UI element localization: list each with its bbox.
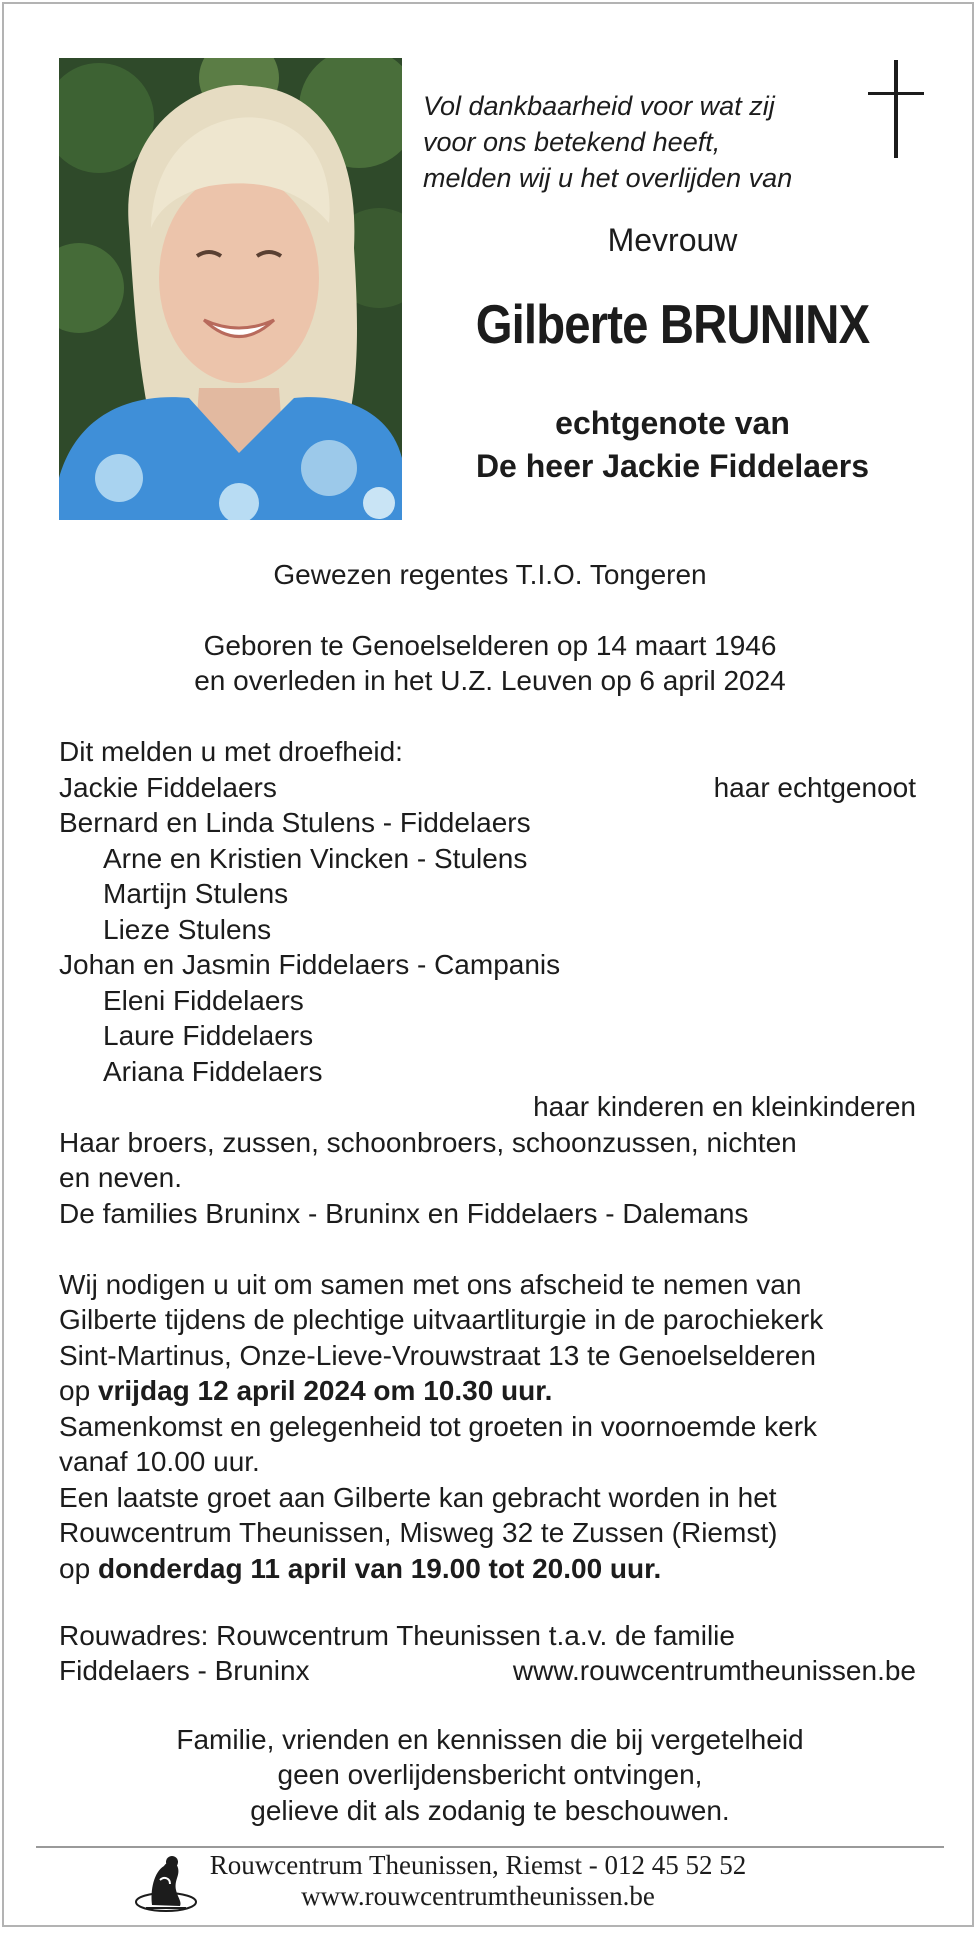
address-line: Rouwadres: Rouwcentrum Theunissen t.a.v. de familie [59, 1620, 735, 1651]
children-role: haar kinderen en kleinkinderen [533, 1091, 916, 1122]
praying-figure-logo-icon [134, 1850, 198, 1912]
mourner-husband: Jackie Fiddelaers [59, 772, 277, 803]
ceremony-date-line [59, 1373, 552, 1409]
intro-line: Vol dankbaarheid voor wat zij [423, 91, 775, 121]
spouse-name: De heer Jackie Fiddelaers [475, 448, 870, 484]
mourner-grandchild: Martijn Stulens [103, 878, 289, 909]
address-line: Fiddelaers - Bruninx [59, 1655, 310, 1686]
footer-website[interactable]: www.rouwcentrumtheunissen.be [301, 1881, 655, 1911]
footer-text [196, 1850, 760, 1912]
ceremony-line: Wij nodigen u uit om samen met ons afscheid te nemen van [59, 1269, 802, 1300]
closing-line: geen overlijdensbericht ontvingen, [277, 1759, 703, 1790]
cross-icon [868, 60, 924, 160]
death-line: en overleden in het U.Z. Leuven op 6 april 2024 [194, 665, 786, 696]
visitation-date: donderdag 11 april van 19.00 tot 20.00 uur. [97, 1553, 662, 1584]
ceremony-date: vrijdag 12 april 2024 om 10.30 uur. [97, 1375, 553, 1406]
honorific: Mevrouw [607, 222, 738, 258]
intro-text [423, 88, 792, 196]
funeral-home-website[interactable]: www.rouwcentrumtheunissen.be [512, 1655, 916, 1686]
mourner-grandchild: Arne en Kristien Vincken - Stulens [103, 843, 528, 874]
visitation-date-prefix: op [59, 1553, 91, 1584]
mourner-grandchild: Ariana Fiddelaers [103, 1056, 323, 1087]
husband-role: haar echtgenoot [713, 772, 916, 803]
mourner-child: Johan en Jasmin Fiddelaers - Campanis [59, 949, 561, 980]
mourners-intro: Dit melden u met droefheid: [59, 736, 403, 767]
intro-line: melden wij u het overlijden van [423, 163, 793, 193]
birth-line: Geboren te Genoelselderen op 14 maart 1946 [203, 630, 777, 661]
relatives-line: Haar broers, zussen, schoonbroers, schoonzussen, nichten [59, 1127, 797, 1158]
portrait-photo [59, 58, 402, 520]
families-line: De families Bruninx - Bruninx en Fiddelaers - Dalemans [59, 1198, 749, 1229]
ceremony-line: vanaf 10.00 uur. [59, 1446, 260, 1477]
ceremony-line: Sint-Martinus, Onze-Lieve-Vrouwstraat 13 te Genoelselderen [59, 1340, 816, 1371]
footer-contact: Rouwcentrum Theunissen, Riemst - 012 45 52 52 [209, 1850, 747, 1880]
relatives-line: en neven. [59, 1162, 182, 1193]
ceremony-line: Samenkomst en gelegenheid tot groeten in voornoemde kerk [59, 1411, 818, 1442]
mourner-child: Bernard en Linda Stulens - Fiddelaers [59, 807, 531, 838]
mourner-grandchild: Eleni Fiddelaers [103, 985, 304, 1016]
occupation: Gewezen regentes T.I.O. Tongeren [273, 559, 707, 590]
footer-divider [36, 1846, 944, 1848]
ceremony-line: Rouwcentrum Theunissen, Misweg 32 te Zussen (Riemst) [59, 1517, 778, 1548]
closing-line: gelieve dit als zodanig te beschouwen. [250, 1795, 730, 1826]
intro-line: voor ons betekend heeft, [423, 127, 721, 157]
spouse-relation: echtgenote van [555, 405, 790, 441]
spouse-block [420, 402, 925, 488]
mourner-grandchild: Laure Fiddelaers [103, 1020, 314, 1051]
ceremony-line: Een laatste groet aan Gilberte kan gebracht worden in het [59, 1482, 777, 1513]
mourner-grandchild: Lieze Stulens [103, 914, 272, 945]
deceased-name: Gilberte BRUNINX [475, 293, 870, 355]
visitation-date-line [59, 1551, 661, 1587]
ceremony-date-prefix: op [59, 1375, 91, 1406]
ceremony-line: Gilberte tijdens de plechtige uitvaartliturgie in de parochiekerk [59, 1304, 824, 1335]
closing-line: Familie, vrienden en kennissen die bij vergetelheid [176, 1724, 804, 1755]
